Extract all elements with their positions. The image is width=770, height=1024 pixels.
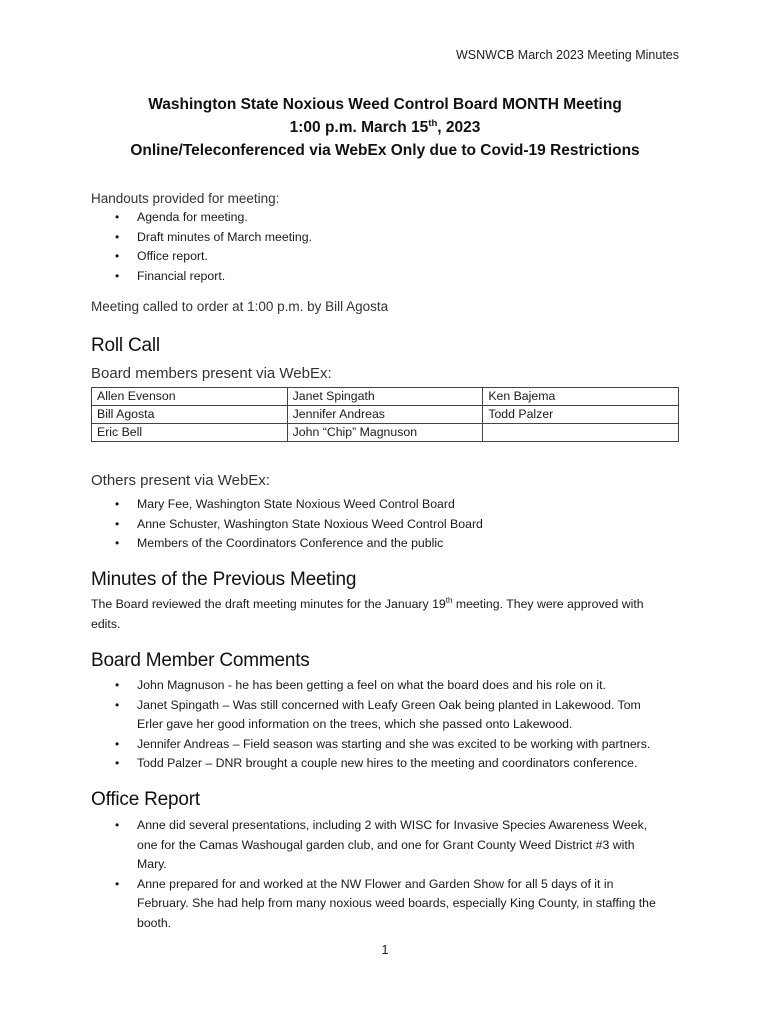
table-cell: Ken Bajema: [483, 388, 679, 406]
table-cell: Allen Evenson: [92, 388, 288, 406]
table-cell: Eric Bell: [92, 424, 288, 442]
list-item: • Financial report.: [115, 268, 226, 283]
page-number: 1: [381, 943, 389, 957]
roll-call-subheading: Board members present via WebEx:: [91, 365, 332, 382]
table-row: [92, 388, 679, 406]
others-heading: Others present via WebEx:: [91, 472, 270, 489]
running-header: WSNWCB March 2023 Meeting Minutes: [456, 48, 679, 62]
list-item: • Agenda for meeting.: [115, 210, 248, 224]
list-item: • Members of the Coordinators Conference and the public: [115, 536, 444, 550]
others-list: [91, 495, 483, 554]
document-title: [0, 93, 770, 162]
table-row: [92, 406, 679, 424]
roll-call-table: [91, 387, 679, 442]
list-item: • Anne Schuster, Washington State Noxious Weed Control Board: [115, 516, 483, 531]
title-line-2: 1:00 p.m. March 15th, 2023: [289, 117, 481, 136]
called-to-order: Meeting called to order at 1:00 p.m. by Bill Agosta: [91, 299, 389, 314]
office-report-list: [91, 816, 681, 933]
title-line-3: Online/Teleconferenced via WebEx Only due to Covid-19 Restrictions: [130, 142, 640, 159]
list-item: • Office report.: [115, 249, 208, 263]
list-item: • Anne prepared for and worked at the NW Flower and Garden Show for all 5 days of it in February. She had help from many noxious weed boards, especially King County, in staffing the booth.: [115, 876, 656, 930]
list-item: • Mary Fee, Washington State Noxious Weed Control Board: [115, 497, 455, 511]
table-cell: Janet Spingath: [287, 388, 483, 406]
list-item: • John Magnuson - he has been getting a feel on what the board does and his role on it.: [115, 678, 606, 692]
list-item: • Draft minutes of March meeting.: [115, 229, 312, 244]
handouts-list: [91, 208, 312, 286]
table-cell: Todd Palzer: [483, 406, 679, 424]
table-cell: Jennifer Andreas: [287, 406, 483, 424]
minutes-heading: Minutes of the Previous Meeting: [91, 569, 357, 590]
list-item: • Janet Spingath – Was still concerned with Leafy Green Oak being planted in Lakewood. Tom Erler gave her good information on the trees, which she passed onto Lakewood.: [115, 697, 641, 731]
list-item: • Todd Palzer – DNR brought a couple new hires to the meeting and coordinators conference.: [115, 756, 638, 770]
roll-call-heading: Roll Call: [91, 335, 160, 356]
office-report-heading: Office Report: [91, 789, 200, 810]
title-line-1: Washington State Noxious Weed Control Board MONTH Meeting: [148, 96, 622, 113]
table-row: [92, 424, 679, 442]
table-cell: [483, 424, 679, 442]
list-item: • Jennifer Andreas – Field season was starting and she was excited to be working with partners.: [115, 736, 651, 751]
board-comments-list: [91, 676, 681, 774]
board-comments-heading: Board Member Comments: [91, 650, 310, 671]
table-cell: John “Chip” Magnuson: [287, 424, 483, 442]
list-item: • Anne did several presentations, including 2 with WISC for Invasive Species Awareness Week, one for the Camas Washougal garden club, and one for Grant County Weed District #3 with Mary.: [115, 818, 648, 871]
minutes-text: The Board reviewed the draft meeting minutes for the January 19th meeting. They were approved with edits.: [91, 595, 644, 631]
handouts-intro: Handouts provided for meeting:: [91, 191, 280, 206]
table-cell: Bill Agosta: [92, 406, 288, 424]
